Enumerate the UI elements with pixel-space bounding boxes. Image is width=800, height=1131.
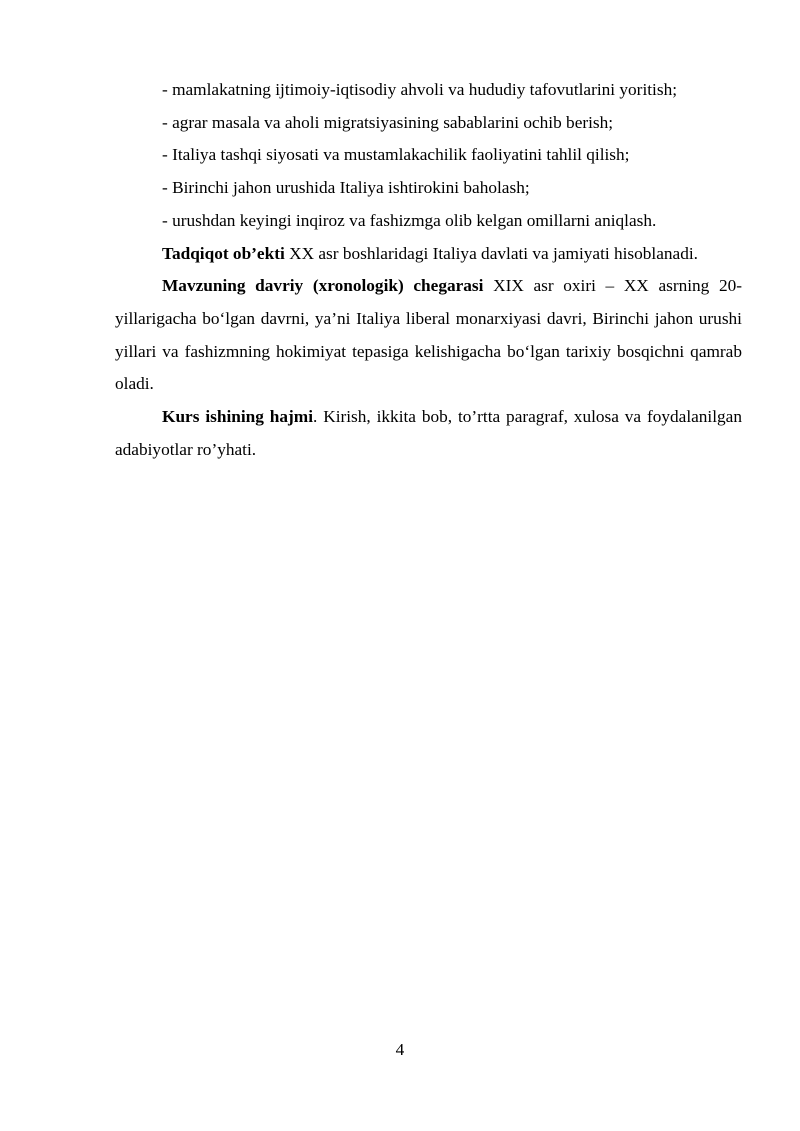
chronology-paragraph	[115, 270, 742, 401]
page-number: 4	[395, 1040, 405, 1059]
research-object-paragraph	[115, 238, 742, 271]
research-object-text: XX asr boshlaridagi Italiya davlati va jamiyati hisoblanadi.	[284, 243, 698, 263]
body-text	[115, 74, 742, 466]
task-item-1: - mamlakatning ijtimoiy-iqtisodiy ahvoli va hududiy tafovutlarini yoritish;	[162, 80, 678, 99]
chronology-label: Mavzuning davriy (xronologik) chegarasi	[162, 276, 484, 296]
task-item-2: - agrar masala va aholi migratsiyasining sabablarini ochib berish;	[162, 112, 614, 132]
research-object-label: Tadqiqot ob’ekti	[162, 243, 285, 263]
volume-paragraph	[115, 401, 742, 466]
chronology-text: XIX asr oxiri – XX asrning 20-yillarigacha bo‘lgan davrni, ya’ni Italiya liberal monarxiyasi davri, Birinchi jahon urushi yillari va fashizmning hokimiyat tepasiga kelishigacha bo‘lgan tarixiy bosqichni qamrab oladi.	[115, 276, 742, 394]
task-item-4: - Birinchi jahon urushida Italiya ishtirokini baholash;	[162, 178, 530, 198]
volume-text: . Kirish, ikkita bob, to’rtta paragraf, xulosa va foydalanilgan adabiyotlar ro’yhati.	[115, 407, 742, 459]
task-item-5: - urushdan keyingi inqiroz va fashizmga olib kelgan omillarni aniqlash.	[162, 210, 657, 230]
task-item-3: - Italiya tashqi siyosati va mustamlakachilik faoliyatini tahlil qilish;	[162, 145, 630, 165]
volume-label: Kurs ishining hajmi	[162, 407, 314, 427]
